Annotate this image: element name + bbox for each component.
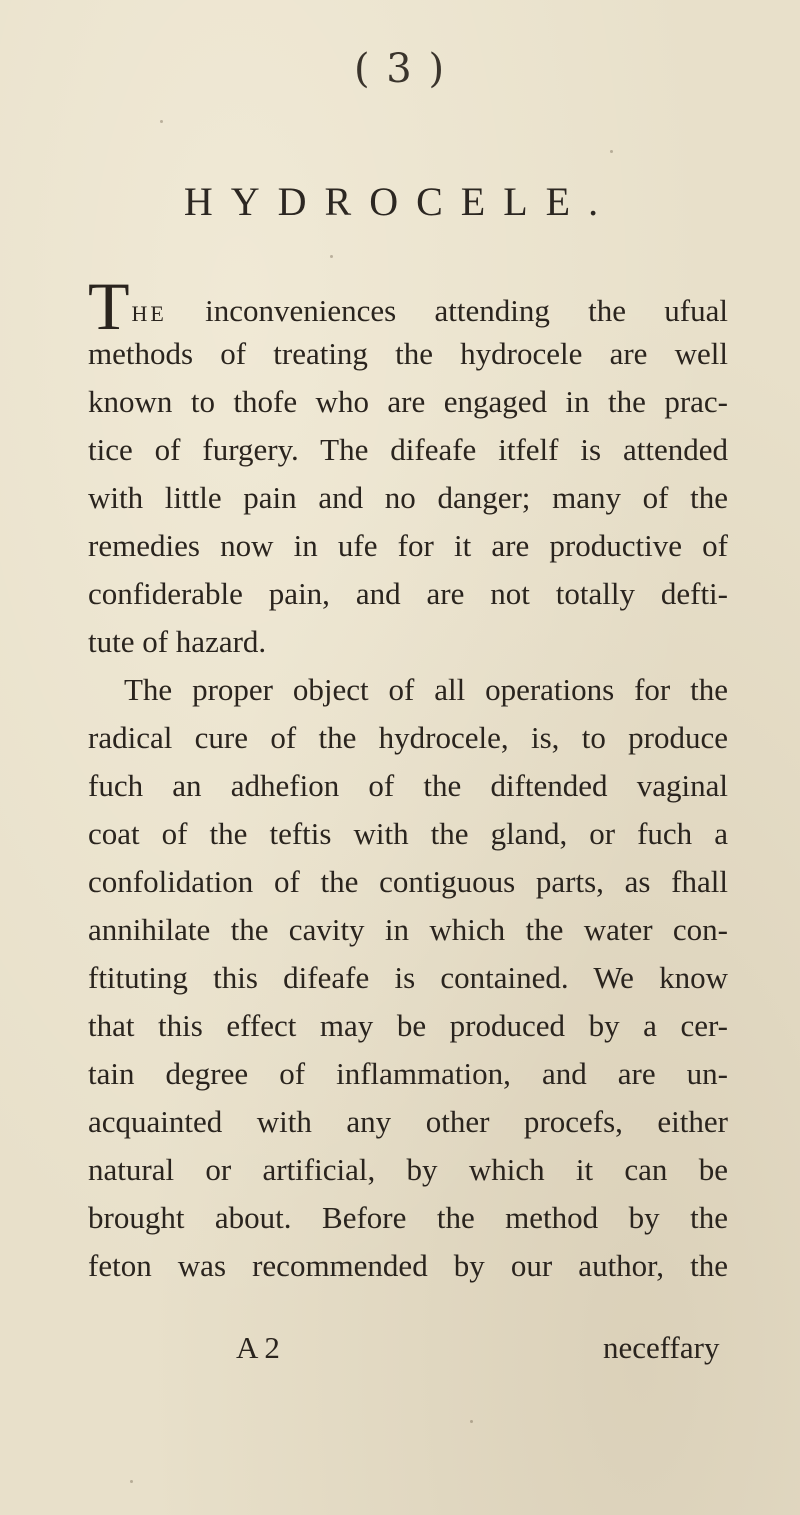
text-line: brought about. Before the method by the <box>88 1200 728 1235</box>
text-line: that this effect may be produced by a cer- <box>88 1008 728 1043</box>
text-line: confolidation of the contiguous parts, as fhall <box>88 864 728 899</box>
paper-speck <box>160 120 163 123</box>
text-line: radical cure of the hydrocele, is, to produce <box>88 720 728 755</box>
text-line: confiderable pain, and are not totally defti- <box>88 576 728 611</box>
text-line: remedies now in ufe for it are productive of <box>88 528 728 563</box>
text-line: natural or artificial, by which it can be <box>88 1152 728 1187</box>
drop-cap-lead: HE <box>131 301 167 326</box>
text-line: The proper object of all operations for the <box>124 672 728 707</box>
paper-speck <box>610 150 613 153</box>
section-heading: HYDROCELE. <box>183 179 617 224</box>
page-number: ( 3 ) <box>353 46 447 92</box>
text-line: annihilate the cavity in which the water con- <box>88 912 728 947</box>
text-line: ftituting this difeafe is contained. We know <box>88 960 728 995</box>
text-line: inconveniences attending the ufual <box>205 293 728 328</box>
paragraph-1-line-1 <box>88 268 728 344</box>
signature-mark: A 2 <box>236 1330 280 1365</box>
text-line: known to thofe who are engaged in the prac- <box>88 384 728 419</box>
catchword: neceffary <box>603 1330 720 1365</box>
body-text <box>88 268 728 1290</box>
text-line: fuch an adhefion of the diftended vaginal <box>88 768 728 803</box>
paper-speck <box>470 1420 473 1423</box>
text-line: feton was recommended by our author, the <box>88 1248 728 1283</box>
text-line: tice of furgery. The difeafe itfelf is attended <box>88 432 728 467</box>
drop-cap: T <box>88 268 130 344</box>
text-line: coat of the teftis with the gland, or fuch a <box>88 816 728 851</box>
paper-speck <box>130 1480 133 1483</box>
text-line: acquainted with any other procefs, either <box>88 1104 728 1139</box>
text-line: tain degree of inflammation, and are un- <box>88 1056 728 1091</box>
paper-speck <box>330 255 333 258</box>
text-line: methods of treating the hydrocele are well <box>88 336 728 371</box>
text-line: with little pain and no danger; many of the <box>88 480 728 515</box>
text-line: tute of hazard. <box>88 624 267 659</box>
